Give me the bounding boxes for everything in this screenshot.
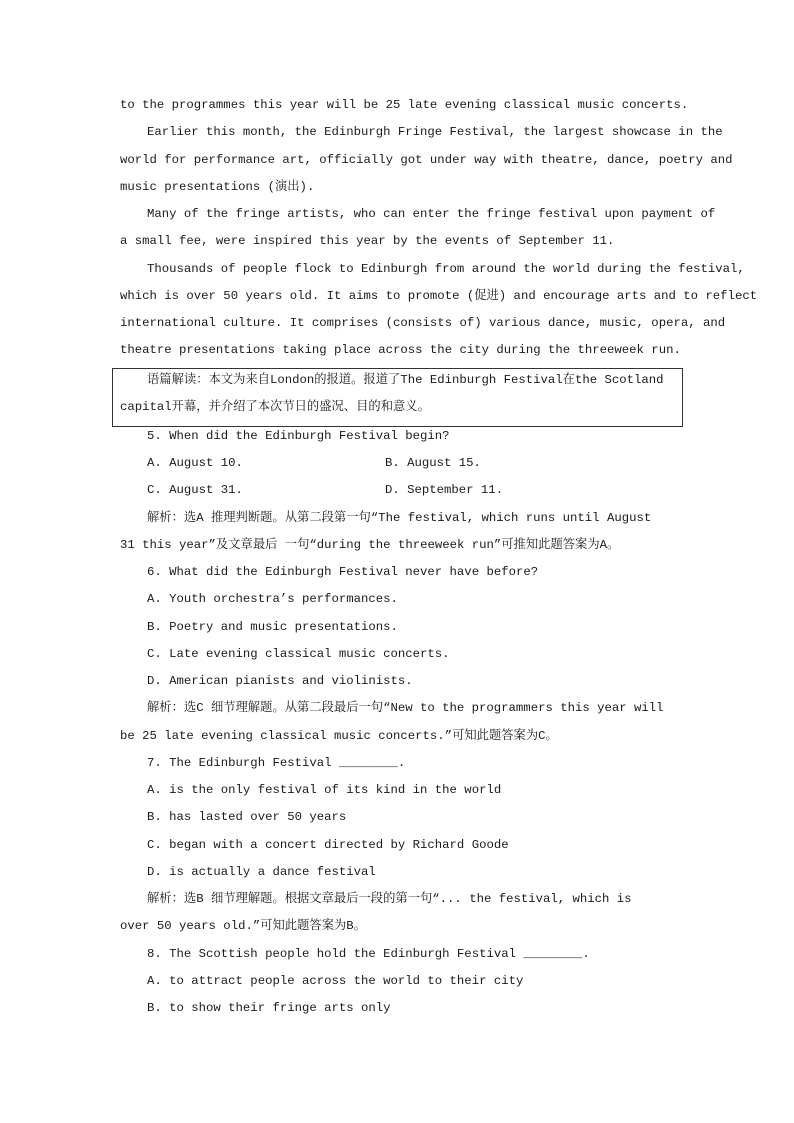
- explanation-line: 解析：选A 推理判断题。从第二段第一句“The festival, which runs until August: [147, 511, 652, 525]
- explanation-line: 解析：选B 细节理解题。根据文章最后一段的第一句“... the festival, which is: [147, 892, 632, 906]
- question-7-stem: 7. The Edinburgh Festival ________.: [147, 756, 406, 770]
- explanation-line: over 50 years old.”可知此题答案为B。: [120, 919, 366, 933]
- option-a: A. to attract people across the world to their city: [147, 974, 524, 988]
- option-d: D. American pianists and violinists.: [147, 674, 413, 688]
- option-c: C. Late evening classical music concerts.: [147, 647, 450, 661]
- passage-line: Earlier this month, the Edinburgh Fringe Festival, the largest showcase in the: [147, 125, 723, 139]
- option-c: C. began with a concert directed by Richard Goode: [147, 838, 509, 852]
- passage-line: theatre presentations taking place across the city during the threeweek run.: [120, 343, 681, 357]
- option-b: B. August 15.: [385, 456, 481, 470]
- explanation-line: 31 this year”及文章最后 一句“during the threeweek run”可推知此题答案为A。: [120, 538, 620, 552]
- passage-line: world for performance art, officially got under way with theatre, dance, poetry and: [120, 153, 733, 167]
- passage-line: Thousands of people flock to Edinburgh from around the world during the festival,: [147, 262, 745, 276]
- passage-line: international culture. It comprises (consists of) various dance, music, opera, and: [120, 316, 726, 330]
- summary-line: capital开幕，并介绍了本次节日的盛况、目的和意义。: [120, 400, 430, 414]
- option-a: A. August 10.: [147, 456, 243, 470]
- explanation-line: 解析：选C 细节理解题。从第二段最后一句“New to the programmers this year will: [147, 701, 664, 715]
- question-8-stem: 8. The Scottish people hold the Edinburgh Festival ________.: [147, 947, 590, 961]
- option-d: D. is actually a dance festival: [147, 865, 376, 879]
- option-d: D. September 11.: [385, 483, 504, 497]
- option-b: B. Poetry and music presentations.: [147, 620, 398, 634]
- passage-line: which is over 50 years old. It aims to promote (促进) and encourage arts and to reflect: [120, 289, 758, 303]
- explanation-line: be 25 late evening classical music concerts.”可知此题答案为C。: [120, 729, 558, 743]
- passage-line: to the programmes this year will be 25 late evening classical music concerts.: [120, 98, 689, 112]
- option-b: B. has lasted over 50 years: [147, 810, 347, 824]
- question-6-stem: 6. What did the Edinburgh Festival never have before?: [147, 565, 539, 579]
- question-5-stem: 5. When did the Edinburgh Festival begin?: [147, 429, 450, 443]
- passage-line: music presentations (演出).: [120, 180, 315, 194]
- option-b: B. to show their fringe arts only: [147, 1001, 391, 1015]
- passage-line: a small fee, were inspired this year by the events of September 11.: [120, 234, 615, 248]
- option-a: A. Youth orchestra’s performances.: [147, 592, 398, 606]
- passage-line: Many of the fringe artists, who can enter the fringe festival upon payment of: [147, 207, 716, 221]
- option-a: A. is the only festival of its kind in the world: [147, 783, 502, 797]
- option-c: C. August 31.: [147, 483, 243, 497]
- summary-line: 语篇解读：本文为来自London的报道。报道了The Edinburgh Festival在the Scotland: [147, 373, 664, 387]
